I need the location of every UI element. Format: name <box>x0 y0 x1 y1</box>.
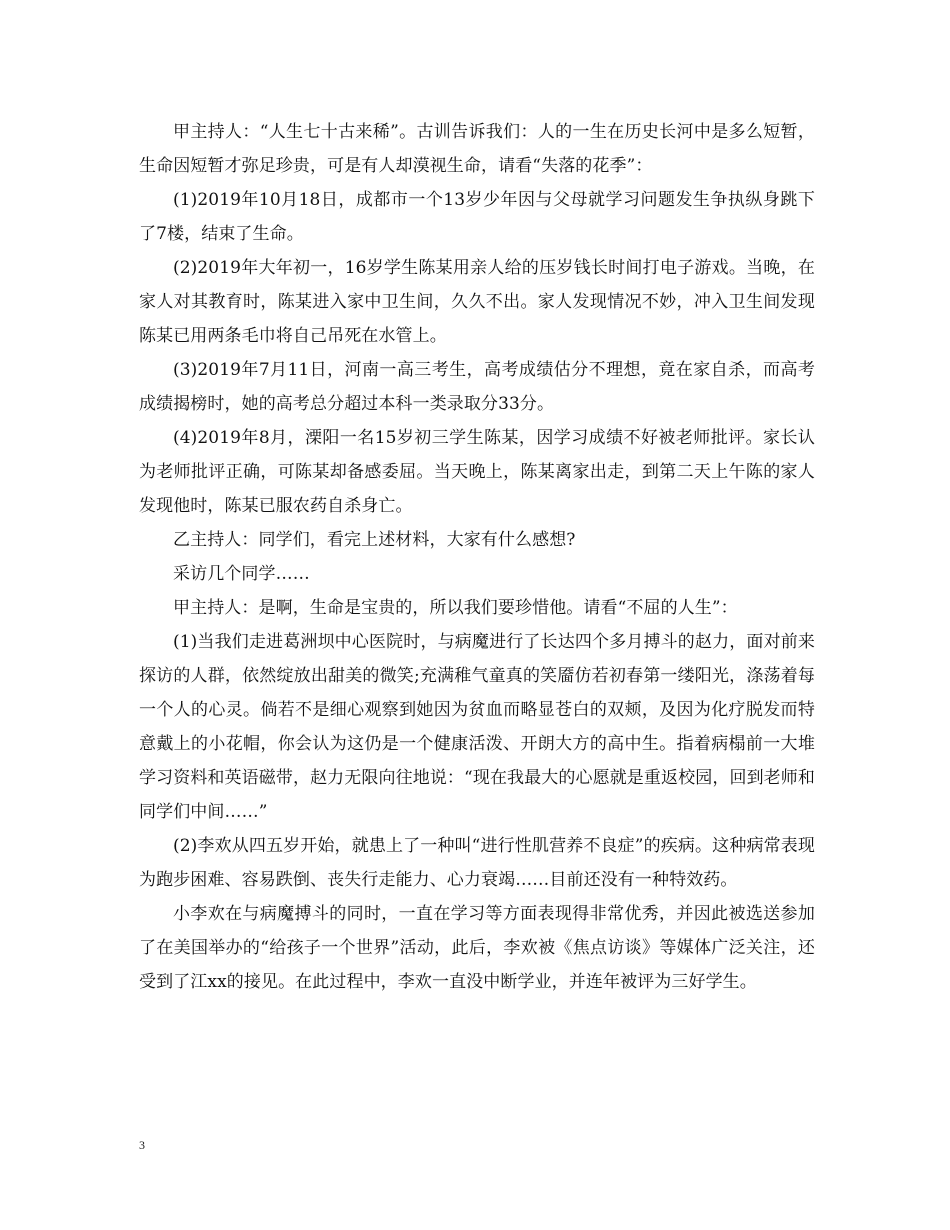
paragraph-host-a-unyielding: 甲主持人：是啊，生命是宝贵的，所以我们要珍惜他。请看“不屈的人生”： <box>173 598 738 618</box>
paragraph-case-1: (1)2019年10月18日，成都市一个13岁少年因与父母就学习问题发生争执纵身跳下了7楼，结束了生命。 <box>139 190 815 244</box>
document-body <box>139 115 815 999</box>
paragraph-case-2: (2)2019年大年初一，16岁学生陈某用亲人给的压岁钱长时间打电子游戏。当晚，在家人对其教育时，陈某进入家中卫生间，久久不出。家人发现情况不妙，冲入卫生间发现陈某已用两条毛巾将自己吊死在水管上。 <box>139 258 815 346</box>
paragraph-story-1: (1)当我们走进葛洲坝中心医院时，与病魔进行了长达四个多月搏斗的赵力，面对前来探访的人群，依然绽放出甜美的微笑;充满稚气童真的笑靥仿若初春第一缕阳光，涤荡着每一个人的心灵。倘若不是细心观察到她因为贫血而略显苍白的双颊，及因为化疗脱发而特意戴上的小花帽，你会认为这仍是一个健康活泼、开朗大方的高中生。指着病榻前一大堆学习资料和英语磁带，赵力无限向往地说：“现在我最大的心愿就是重返校园，回到老师和同学们中间……” <box>139 632 815 822</box>
paragraph-story-2-continued: 小李欢在与病魔搏斗的同时，一直在学习等方面表现得非常优秀，并因此被选送参加了在美国举办的“给孩子一个世界”活动，此后，李欢被《焦点访谈》等媒体广泛关注，还受到了江xx的接见。在此过程中，李欢一直没中断学业，并连年被评为三好学生。 <box>139 904 815 992</box>
paragraph-host-a-intro: 甲主持人：“人生七十古来稀”。古训告诉我们：人的一生在历史长河中是多么短暂，生命因短暂才弥足珍贵，可是有人却漠视生命，请看“失落的花季”： <box>139 122 815 176</box>
paragraph-story-2: (2)李欢从四五岁开始，就患上了一种叫“进行性肌营养不良症”的疾病。这种病常表现为跑步困难、容易跌倒、丧失行走能力、心力衰竭……目前还没有一种特效药。 <box>139 836 815 890</box>
page-number: 3 <box>139 1138 145 1152</box>
paragraph-host-b-question: 乙主持人：同学们，看完上述材料，大家有什么感想? <box>173 530 576 550</box>
paragraph-interview: 采访几个同学…… <box>173 564 310 584</box>
paragraph-case-4: (4)2019年8月，溧阳一名15岁初三学生陈某，因学习成绩不好被老师批评。家长认为老师批评正确，可陈某却备感委屈。当天晚上，陈某离家出走，到第二天上午陈的家人发现他时，陈某已服农药自杀身亡。 <box>139 428 815 516</box>
paragraph-case-3: (3)2019年7月11日，河南一高三考生，高考成绩估分不理想，竟在家自杀，而高考成绩揭榜时，她的高考总分超过本科一类录取分33分。 <box>139 360 815 414</box>
